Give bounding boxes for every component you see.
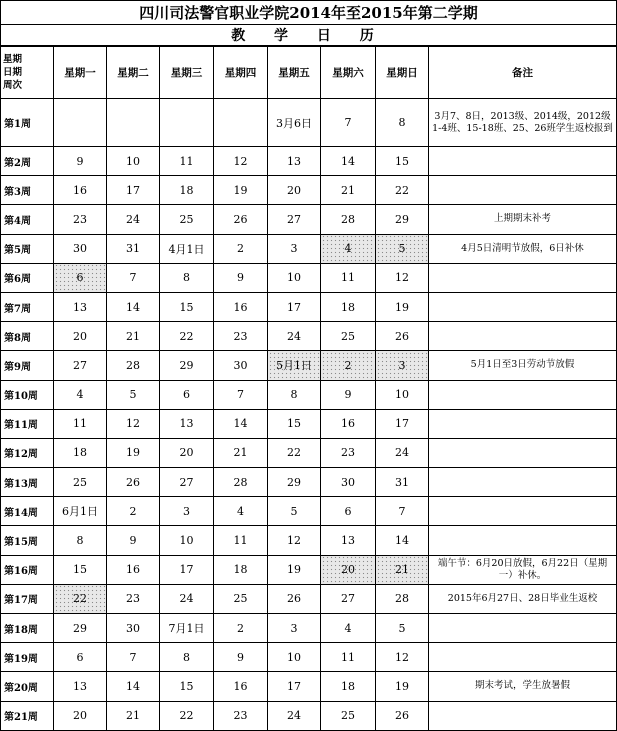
day-cell: 12 (107, 409, 160, 438)
day-cell: 3 (160, 497, 214, 526)
day-cell: 6 (160, 380, 214, 409)
week-label: 第21周 (1, 701, 54, 730)
week-label: 第6周 (1, 263, 54, 292)
day-cell: 16 (214, 292, 268, 321)
day-cell: 7 (376, 497, 429, 526)
day-cell: 15 (160, 672, 214, 701)
week-row (1, 205, 617, 234)
note-cell (429, 409, 617, 438)
day-cell: 27 (160, 468, 214, 497)
day-cell: 14 (321, 147, 376, 176)
day-cell: 30 (54, 234, 107, 263)
day-cell: 8 (160, 263, 214, 292)
day-cell: 10 (160, 526, 214, 555)
day-cell: 11 (54, 409, 107, 438)
day-cell: 17 (268, 292, 321, 321)
week-label: 第12周 (1, 438, 54, 467)
day-cell: 28 (321, 205, 376, 234)
week-label: 第14周 (1, 497, 54, 526)
day-cell: 29 (160, 351, 214, 380)
day-cell: 24 (160, 584, 214, 613)
day-cell: 27 (268, 205, 321, 234)
week-label: 第16周 (1, 555, 54, 584)
note-cell (429, 438, 617, 467)
day-cell: 4 (321, 614, 376, 643)
day-cell: 19 (107, 438, 160, 467)
note-cell (429, 701, 617, 730)
day-cell: 29 (376, 205, 429, 234)
day-cell: 13 (54, 292, 107, 321)
day-cell: 3月6日 (268, 99, 321, 147)
week-label: 第19周 (1, 643, 54, 672)
day-cell: 16 (321, 409, 376, 438)
day-cell: 5 (268, 497, 321, 526)
day-cell: 11 (321, 263, 376, 292)
note-cell: 期末考试，学生放暑假 (429, 672, 617, 701)
header-monday: 星期一 (54, 47, 107, 99)
header-tuesday: 星期二 (107, 47, 160, 99)
calendar-subtitle: 教 学 日 历 (0, 24, 617, 46)
week-label: 第8周 (1, 322, 54, 351)
day-cell: 10 (268, 263, 321, 292)
day-cell: 11 (214, 526, 268, 555)
day-cell: 15 (268, 409, 321, 438)
week-label: 第13周 (1, 468, 54, 497)
day-cell: 12 (376, 263, 429, 292)
day-cell: 9 (321, 380, 376, 409)
week-row (1, 497, 617, 526)
day-cell: 12 (376, 643, 429, 672)
day-cell: 15 (376, 147, 429, 176)
day-cell: 7 (107, 263, 160, 292)
day-cell: 28 (214, 468, 268, 497)
day-cell: 18 (321, 292, 376, 321)
day-cell: 29 (268, 468, 321, 497)
week-label: 第2周 (1, 147, 54, 176)
week-row (1, 292, 617, 321)
day-cell: 10 (268, 643, 321, 672)
day-cell: 12 (214, 147, 268, 176)
note-cell: 3月7、8日，2013级、2014级，2012级1-4班、15-18班、25、26班学生返校报到 (429, 99, 617, 147)
day-cell: 14 (107, 292, 160, 321)
day-cell: 26 (268, 584, 321, 613)
day-cell: 14 (376, 526, 429, 555)
day-cell: 8 (268, 380, 321, 409)
day-cell: 30 (107, 614, 160, 643)
day-cell: 26 (376, 322, 429, 351)
day-cell: 2 (107, 497, 160, 526)
day-cell: 25 (321, 701, 376, 730)
day-cell: 15 (160, 292, 214, 321)
day-cell: 12 (268, 526, 321, 555)
week-label: 第1周 (1, 99, 54, 147)
week-label: 第11周 (1, 409, 54, 438)
day-cell: 13 (268, 147, 321, 176)
day-cell: 19 (268, 555, 321, 584)
week-row (1, 176, 617, 205)
day-cell: 24 (107, 205, 160, 234)
header-saturday: 星期六 (321, 47, 376, 99)
week-label: 第4周 (1, 205, 54, 234)
week-row (1, 468, 617, 497)
note-cell: 上期期末补考 (429, 205, 617, 234)
day-cell: 23 (214, 322, 268, 351)
day-cell: 5 (376, 614, 429, 643)
day-cell: 22 (54, 584, 107, 613)
header-row (1, 47, 617, 99)
day-cell: 25 (54, 468, 107, 497)
week-row (1, 147, 617, 176)
day-cell: 26 (214, 205, 268, 234)
day-cell: 20 (54, 322, 107, 351)
day-cell: 23 (214, 701, 268, 730)
corner-header (1, 47, 54, 99)
day-cell: 9 (107, 526, 160, 555)
day-cell: 7 (107, 643, 160, 672)
note-cell: 端午节：6月20日放假，6月22日（星期一）补休。 (429, 555, 617, 584)
day-cell: 28 (376, 584, 429, 613)
day-cell: 27 (321, 584, 376, 613)
week-row (1, 263, 617, 292)
day-cell: 30 (321, 468, 376, 497)
day-cell: 16 (54, 176, 107, 205)
day-cell: 10 (107, 147, 160, 176)
day-cell: 13 (54, 672, 107, 701)
day-cell: 5 (376, 234, 429, 263)
day-cell: 19 (376, 292, 429, 321)
corner-label-weekday: 星期 (3, 54, 23, 65)
day-cell: 25 (214, 584, 268, 613)
day-cell: 19 (376, 672, 429, 701)
header-friday: 星期五 (268, 47, 321, 99)
day-cell (54, 99, 107, 147)
note-cell (429, 614, 617, 643)
week-row (1, 99, 617, 147)
header-thursday: 星期四 (214, 47, 268, 99)
day-cell: 26 (376, 701, 429, 730)
day-cell: 2 (214, 614, 268, 643)
header-wednesday: 星期三 (160, 47, 214, 99)
day-cell: 21 (321, 176, 376, 205)
day-cell: 26 (107, 468, 160, 497)
day-cell: 16 (107, 555, 160, 584)
day-cell: 4月1日 (160, 234, 214, 263)
day-cell: 15 (54, 555, 107, 584)
week-row (1, 614, 617, 643)
day-cell: 29 (54, 614, 107, 643)
calendar-title: 四川司法警官职业学院2014年至2015年第二学期 (0, 0, 617, 24)
day-cell: 24 (268, 701, 321, 730)
day-cell: 25 (321, 322, 376, 351)
day-cell: 13 (321, 526, 376, 555)
day-cell: 5 (107, 380, 160, 409)
week-row (1, 322, 617, 351)
day-cell: 4 (214, 497, 268, 526)
day-cell: 4 (54, 380, 107, 409)
corner-label-date: 日期 (3, 67, 23, 78)
week-label: 第20周 (1, 672, 54, 701)
day-cell: 18 (321, 672, 376, 701)
note-cell (429, 526, 617, 555)
day-cell: 23 (54, 205, 107, 234)
day-cell: 17 (160, 555, 214, 584)
day-cell: 31 (376, 468, 429, 497)
day-cell: 3 (376, 351, 429, 380)
day-cell: 11 (321, 643, 376, 672)
day-cell: 6 (54, 643, 107, 672)
week-row (1, 672, 617, 701)
week-label: 第15周 (1, 526, 54, 555)
day-cell: 9 (214, 643, 268, 672)
week-row (1, 701, 617, 730)
week-label: 第5周 (1, 234, 54, 263)
calendar-table (0, 46, 617, 731)
week-row (1, 351, 617, 380)
day-cell: 30 (214, 351, 268, 380)
day-cell: 31 (107, 234, 160, 263)
week-row (1, 643, 617, 672)
day-cell: 28 (107, 351, 160, 380)
day-cell: 6 (321, 497, 376, 526)
day-cell: 14 (107, 672, 160, 701)
day-cell: 20 (54, 701, 107, 730)
note-cell (429, 147, 617, 176)
day-cell: 17 (268, 672, 321, 701)
day-cell: 21 (214, 438, 268, 467)
day-cell: 23 (107, 584, 160, 613)
day-cell: 18 (214, 555, 268, 584)
note-cell (429, 380, 617, 409)
note-cell (429, 322, 617, 351)
day-cell: 8 (54, 526, 107, 555)
day-cell: 22 (160, 322, 214, 351)
calendar-body (1, 99, 617, 731)
day-cell: 9 (54, 147, 107, 176)
day-cell: 5月1日 (268, 351, 321, 380)
week-label: 第3周 (1, 176, 54, 205)
day-cell: 20 (321, 555, 376, 584)
day-cell: 2 (321, 351, 376, 380)
week-row (1, 380, 617, 409)
day-cell: 19 (214, 176, 268, 205)
day-cell: 20 (268, 176, 321, 205)
week-row (1, 234, 617, 263)
day-cell: 8 (160, 643, 214, 672)
day-cell: 16 (214, 672, 268, 701)
day-cell: 14 (214, 409, 268, 438)
day-cell: 27 (54, 351, 107, 380)
week-row (1, 526, 617, 555)
day-cell: 7 (321, 99, 376, 147)
day-cell: 9 (214, 263, 268, 292)
note-cell: 5月1日至3日劳动节放假 (429, 351, 617, 380)
day-cell: 7 (214, 380, 268, 409)
note-cell (429, 263, 617, 292)
note-cell (429, 176, 617, 205)
day-cell: 4 (321, 234, 376, 263)
day-cell: 24 (376, 438, 429, 467)
day-cell (160, 99, 214, 147)
day-cell: 24 (268, 322, 321, 351)
day-cell: 18 (54, 438, 107, 467)
day-cell (214, 99, 268, 147)
note-cell (429, 643, 617, 672)
day-cell: 21 (107, 322, 160, 351)
note-cell (429, 292, 617, 321)
day-cell: 21 (107, 701, 160, 730)
day-cell (107, 99, 160, 147)
note-cell (429, 497, 617, 526)
header-sunday: 星期日 (376, 47, 429, 99)
day-cell: 6 (54, 263, 107, 292)
day-cell: 7月1日 (160, 614, 214, 643)
day-cell: 20 (160, 438, 214, 467)
day-cell: 6月1日 (54, 497, 107, 526)
day-cell: 3 (268, 234, 321, 263)
week-label: 第10周 (1, 380, 54, 409)
note-cell: 2015年6月27日、28日毕业生返校 (429, 584, 617, 613)
week-row (1, 409, 617, 438)
day-cell: 11 (160, 147, 214, 176)
week-label: 第9周 (1, 351, 54, 380)
week-label: 第18周 (1, 614, 54, 643)
day-cell: 17 (376, 409, 429, 438)
day-cell: 22 (376, 176, 429, 205)
day-cell: 22 (268, 438, 321, 467)
day-cell: 8 (376, 99, 429, 147)
day-cell: 22 (160, 701, 214, 730)
header-notes: 备注 (429, 47, 617, 99)
week-label: 第17周 (1, 584, 54, 613)
week-label: 第7周 (1, 292, 54, 321)
note-cell: 4月5日清明节放假，6日补休 (429, 234, 617, 263)
week-row (1, 584, 617, 613)
day-cell: 2 (214, 234, 268, 263)
note-cell (429, 468, 617, 497)
day-cell: 3 (268, 614, 321, 643)
day-cell: 25 (160, 205, 214, 234)
day-cell: 23 (321, 438, 376, 467)
day-cell: 21 (376, 555, 429, 584)
week-row (1, 555, 617, 584)
day-cell: 10 (376, 380, 429, 409)
day-cell: 18 (160, 176, 214, 205)
corner-label-week: 周次 (3, 80, 23, 91)
week-row (1, 438, 617, 467)
day-cell: 17 (107, 176, 160, 205)
day-cell: 13 (160, 409, 214, 438)
